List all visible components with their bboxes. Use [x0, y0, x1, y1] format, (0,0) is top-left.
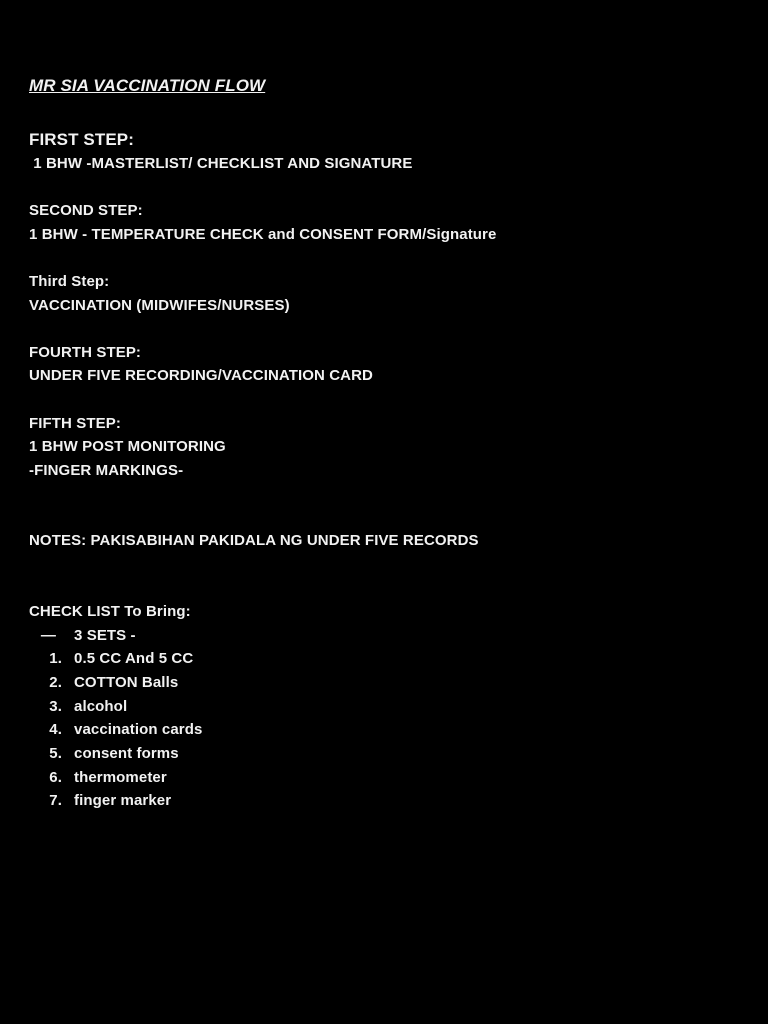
list-item [29, 624, 739, 648]
list-item [29, 789, 739, 813]
step-1-text: 1 BHW -MASTERLIST/ CHECKLIST AND SIGNATURE [29, 155, 413, 172]
step-2-heading: SECOND STEP: [29, 202, 143, 220]
list-number: 4. [49, 721, 62, 739]
checklist [29, 624, 739, 814]
step-4-heading: FOURTH STEP: [29, 343, 142, 361]
list-item [29, 718, 739, 742]
notes-text: NOTES: PAKISABIHAN PAKIDALA NG UNDER FIVE RECORDS [29, 532, 479, 550]
list-number: 5. [49, 745, 62, 763]
step-5-text-2: -FINGER MARKINGS- [29, 461, 184, 479]
step-5-heading: FIFTH STEP: [29, 414, 121, 432]
list-item [29, 695, 739, 719]
list-item-text: vaccination cards [74, 721, 203, 739]
spacer [29, 482, 739, 529]
list-number: 3. [49, 697, 62, 715]
list-number: 6. [49, 768, 62, 786]
list-item [29, 647, 739, 671]
list-item-text: alcohol [74, 697, 128, 715]
dash-bullet: — [40, 626, 56, 644]
note-title: MR SIA VACCINATION FLOW [29, 76, 266, 95]
list-number: 7. [49, 792, 62, 810]
step-3-text: VACCINATION (MIDWIFES/NURSES) [29, 296, 290, 314]
step-3-heading: Third Step: [29, 272, 110, 290]
list-item-text: 3 SETS - [74, 626, 136, 644]
spacer [29, 246, 739, 270]
step-4-text: UNDER FIVE RECORDING/VACCINATION CARD [29, 367, 373, 385]
spacer [29, 317, 739, 341]
spacer [29, 176, 739, 200]
list-item [29, 742, 739, 766]
list-number: 1. [49, 650, 62, 668]
list-number: 2. [49, 673, 62, 691]
list-item-text: thermometer [74, 768, 167, 786]
spacer [29, 96, 739, 128]
step-1-heading: FIRST STEP: [29, 130, 134, 149]
list-item [29, 671, 739, 695]
list-item-text: 0.5 CC And 5 CC [74, 650, 194, 668]
list-item-text: finger marker [74, 792, 172, 810]
step-2-text: 1 BHW - TEMPERATURE CHECK and CONSENT FORM/Signature [29, 225, 497, 243]
checklist-heading: CHECK LIST To Bring: [29, 602, 191, 620]
step-5-text: 1 BHW POST MONITORING [29, 438, 226, 456]
list-item-text: COTTON Balls [74, 673, 179, 691]
spacer [29, 553, 739, 600]
spacer [29, 388, 739, 412]
note-content[interactable] [29, 76, 739, 813]
list-item-text: consent forms [74, 745, 179, 763]
list-item [29, 766, 739, 790]
